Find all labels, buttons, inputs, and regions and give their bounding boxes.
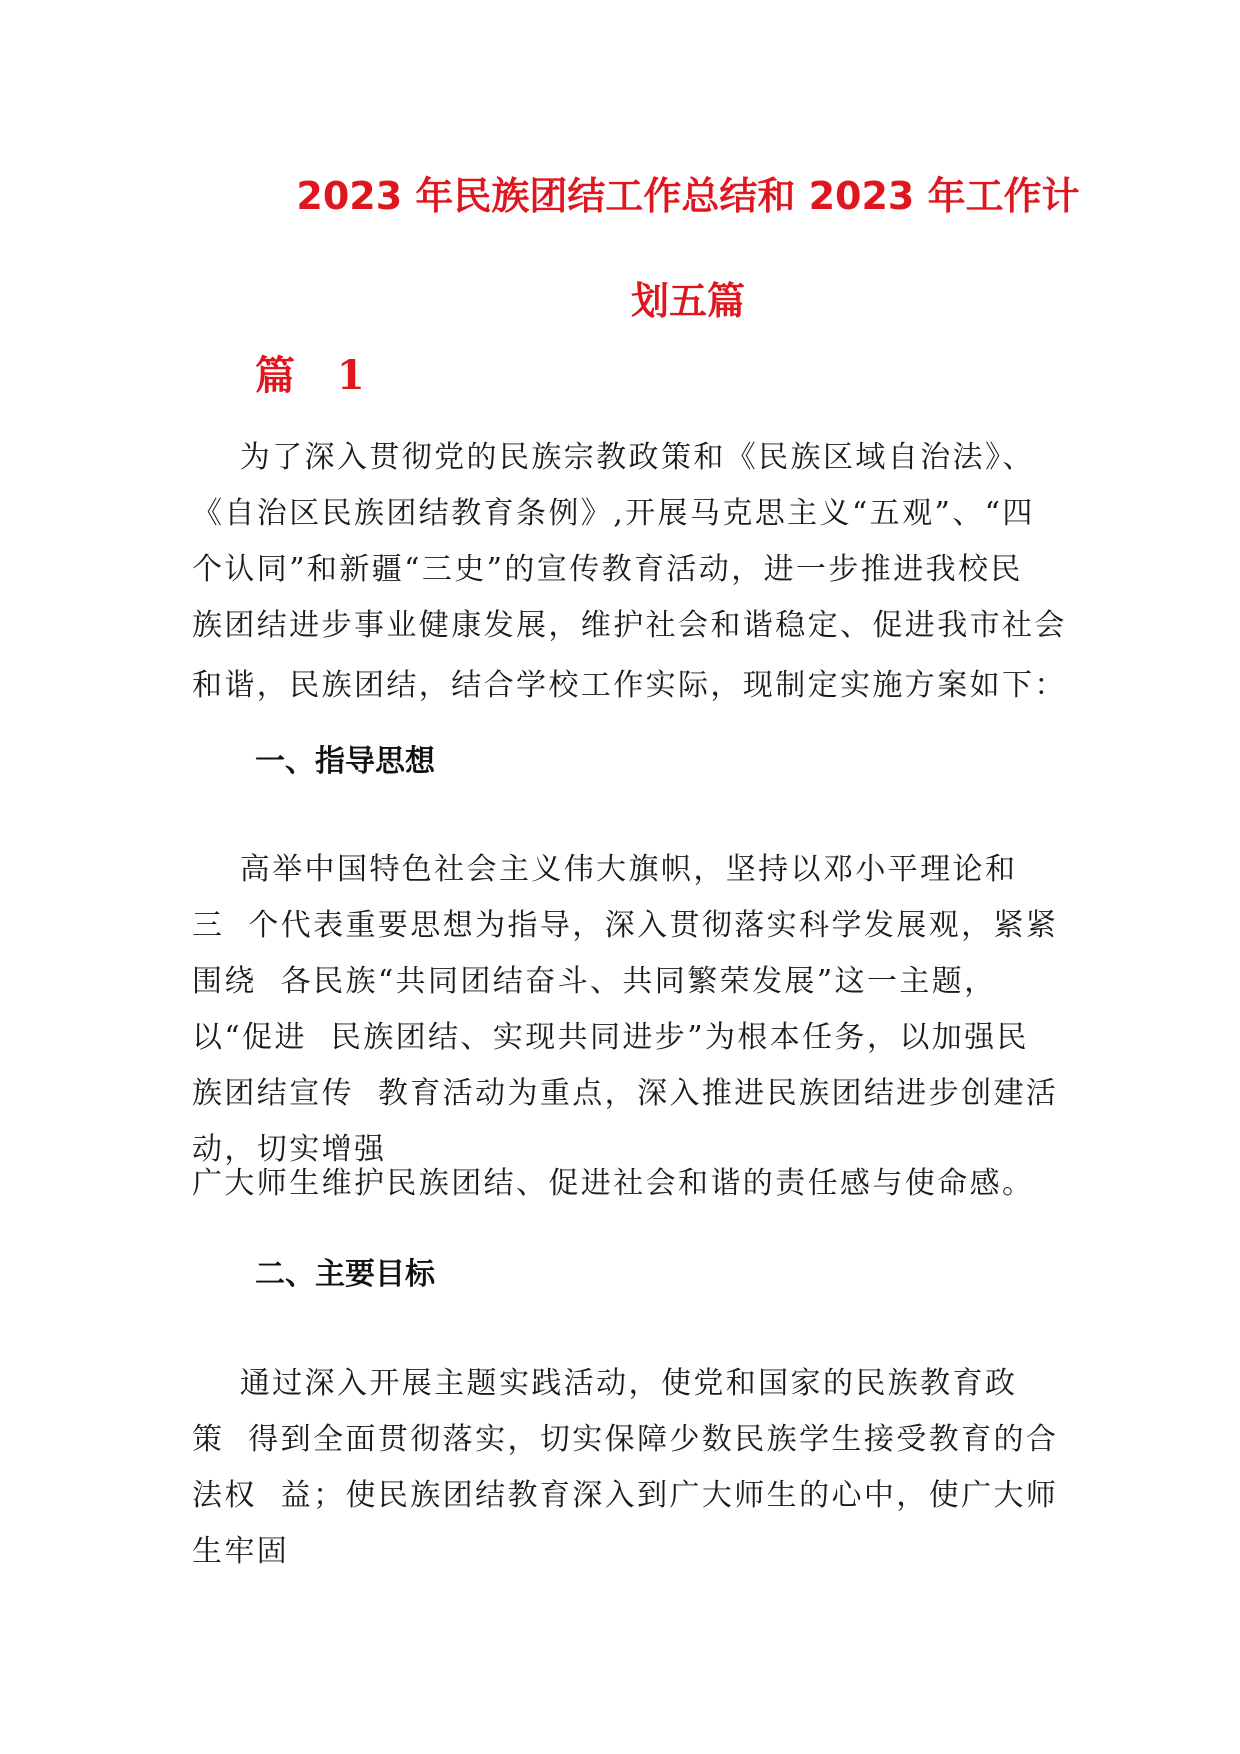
- intro-paragraph: [192, 430, 1067, 714]
- section1-tail-line: 广大师生维护民族团结、促进社会和谐的责任感与使命感。: [192, 1166, 1035, 1201]
- intro-line: 个认同”和新疆“三史”的宣传教育活动，进一步推进我校民: [192, 552, 1023, 587]
- intro-line: 族团结进步事业健康发展，维护社会和谐稳定、促进我市社会: [192, 608, 1067, 643]
- section1-line: 高举中国特色社会主义伟大旗帜，坚持以邓小平理论和: [192, 852, 1018, 887]
- section2-paragraph: [192, 1356, 1059, 1580]
- document-title-line-1: 2023 年民族团结工作总结和 2023 年工作计: [296, 174, 1080, 218]
- section2-line: 生牢固: [192, 1534, 290, 1569]
- intro-line: 《自治区民族团结教育条例》,开展马克思主义“五观”、“四: [192, 496, 1035, 531]
- section-heading-guiding-ideology: 一、指导思想: [255, 744, 435, 779]
- section2-line: 通过深入开展主题实践活动，使党和国家的民族教育政: [192, 1366, 1018, 1401]
- section1-line: 围绕 各民族“共同团结奋斗、共同繁荣发展”这一主题，: [192, 964, 997, 999]
- chapter-label: 篇 1: [255, 352, 379, 399]
- intro-line: 和谐，民族团结，结合学校工作实际，现制定实施方案如下：: [192, 668, 1067, 703]
- section1-paragraph: [192, 842, 1059, 1178]
- intro-line: 为了深入贯彻党的民族宗教政策和《民族区域自治法》、: [192, 440, 1035, 475]
- section2-line: 法权 益；使民族团结教育深入到广大师生的心中，使广大师: [192, 1478, 1059, 1513]
- section2-line: 策 得到全面贯彻落实，切实保障少数民族学生接受教育的合: [192, 1422, 1059, 1457]
- document-title-line-2: 划五篇: [630, 279, 745, 323]
- section1-line: 族团结宣传 教育活动为重点，深入推进民族团结进步创建活: [192, 1076, 1059, 1111]
- section-heading-main-goals: 二、主要目标: [255, 1257, 435, 1292]
- section1-tail: [192, 1156, 1052, 1212]
- section1-line: 以“促进 民族团结、实现共同进步”为根本任务，以加强民: [192, 1020, 1029, 1055]
- section1-line: 三 个代表重要思想为指导，深入贯彻落实科学发展观，紧紧: [192, 908, 1059, 943]
- section1-line: 动，切实增强: [192, 1132, 387, 1167]
